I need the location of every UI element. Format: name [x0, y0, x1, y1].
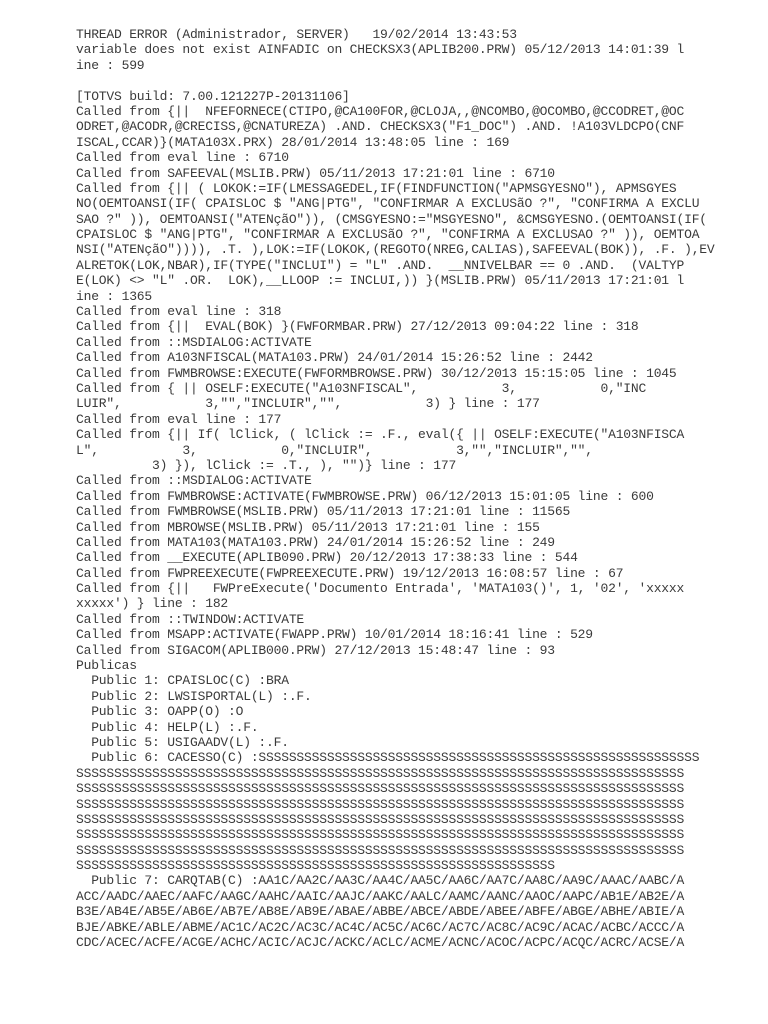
log-line: Called from {|| ( LOKOK:=IF(LMESSAGEDEL,IF(FINDFUNCTION("APMSGYESNO"), APMSGYES: [76, 180, 677, 196]
log-line: Called from eval line : 318: [76, 304, 282, 320]
log-line: Called from {|| If( lClick, ( lClick := .F., eval({ || OSELF:EXECUTE("A103NFISCA: [76, 427, 685, 443]
log-line: Publicas: [76, 658, 137, 674]
log-line: Called from A103NFISCAL(MATA103.PRW) 24/01/2014 15:26:52 line : 2442: [76, 350, 593, 366]
log-line: L", 3, 0,"INCLUIR", 3,"","INCLUIR","",: [76, 442, 593, 458]
log-line: xxxxx') } line : 182: [76, 596, 229, 612]
log-line: SSSSSSSSSSSSSSSSSSSSSSSSSSSSSSSSSSSSSSSSSSSSSSSSSSSSSSSSSSSSSSS: [76, 858, 555, 874]
log-line: Public 7: CARQTAB(C) :AA1C/AA2C/AA3C/AA4C/AA5C/AA6C/AA7C/AA8C/AA9C/AAAC/AABC/A: [76, 873, 685, 889]
log-line: SSSSSSSSSSSSSSSSSSSSSSSSSSSSSSSSSSSSSSSSSSSSSSSSSSSSSSSSSSSSSSSSSSSSSSSSSSSSSSSS: [76, 765, 685, 781]
log-line: Public 2: LWSISPORTAL(L) :.F.: [76, 688, 312, 704]
log-line: ine : 599: [76, 57, 145, 73]
log-line: ACC/AADC/AAEC/AAFC/AAGC/AAHC/AAIC/AAJC/AAKC/AALC/AAMC/AANC/AAOC/AAPC/AB1E/AB2E/A: [76, 888, 685, 904]
log-line: NO(OEMTOANSI(IF( CPAISLOC $ "ANG|PTG", "CONFIRMAR A EXCLUSãO ?", "CONFIRMA A EXCLU: [76, 196, 700, 212]
log-line: Called from FWPREEXECUTE(FWPREEXECUTE.PRW) 19/12/2013 16:08:57 line : 67: [76, 565, 624, 581]
log-line: E(LOK) <> "L" .OR. LOK),__LLOOP := INCLUI,)) }(MSLIB.PRW) 05/11/2013 17:21:01 l: [76, 273, 685, 289]
log-line: SSSSSSSSSSSSSSSSSSSSSSSSSSSSSSSSSSSSSSSSSSSSSSSSSSSSSSSSSSSSSSSSSSSSSSSSSSSSSSSS: [76, 827, 685, 843]
log-line: 3) }), lClick := .T., ), "")} line : 177: [76, 457, 457, 473]
log-line: Called from FWMBROWSE(MSLIB.PRW) 05/11/2013 17:21:01 line : 11565: [76, 504, 571, 520]
log-line: variable does not exist AINFADIC on CHECKSX3(APLIB200.PRW) 05/12/2013 14:01:39 l: [76, 42, 685, 58]
log-line: Called from MSAPP:ACTIVATE(FWAPP.PRW) 10/01/2014 18:16:41 line : 529: [76, 627, 593, 643]
log-line: B3E/AB4E/AB5E/AB6E/AB7E/AB8E/AB9E/ABAE/ABBE/ABCE/ABDE/ABEE/ABFE/ABGE/ABHE/ABIE/A: [76, 904, 685, 920]
log-line: ine : 1365: [76, 288, 153, 304]
log-line: Called from ::MSDIALOG:ACTIVATE: [76, 334, 312, 350]
log-line: Called from FWMBROWSE:ACTIVATE(FWMBROWSE.PRW) 06/12/2013 15:01:05 line : 600: [76, 488, 654, 504]
log-line: ODRET,@ACODR,@CRECISS,@CNATUREZA) .AND. CHECKSX3("F1_DOC") .AND. !A103VLDCPO(CNF: [76, 119, 685, 135]
log-line: Called from eval line : 177: [76, 411, 282, 427]
log-line: Called from {|| EVAL(BOK) }(FWFORMBAR.PRW) 27/12/2013 09:04:22 line : 318: [76, 319, 639, 335]
error-log-text: [76, 27, 715, 951]
log-line: Called from SAFEEVAL(MSLIB.PRW) 05/11/2013 17:21:01 line : 6710: [76, 165, 555, 181]
log-line: ISCAL,CCAR)}(MATA103X.PRX) 28/01/2014 13:48:05 line : 169: [76, 134, 510, 150]
log-line: Public 5: USIGAADV(L) :.F.: [76, 734, 289, 750]
log-line: Called from ::TWINDOW:ACTIVATE: [76, 611, 305, 627]
log-line: [TOTVS build: 7.00.121227P-20131106]: [76, 88, 350, 104]
log-line: Public 6: CACESSO(C) :SSSSSSSSSSSSSSSSSSSSSSSSSSSSSSSSSSSSSSSSSSSSSSSSSSSSSSSSSS: [76, 750, 700, 766]
log-line: CPAISLOC $ "ANG|PTG", "CONFIRMAR A EXCLUSãO ?", "CONFIRMA A EXCLUSAO ?" )), OEMTOA: [76, 227, 700, 243]
log-line: Called from MBROWSE(MSLIB.PRW) 05/11/2013 17:21:01 line : 155: [76, 519, 540, 535]
log-line: Public 4: HELP(L) :.F.: [76, 719, 259, 735]
log-line: THREAD ERROR (Administrador, SERVER) 19/02/2014 13:43:53: [76, 27, 517, 42]
log-line: Called from eval line : 6710: [76, 150, 289, 166]
log-line: SSSSSSSSSSSSSSSSSSSSSSSSSSSSSSSSSSSSSSSSSSSSSSSSSSSSSSSSSSSSSSSSSSSSSSSSSSSSSSSS: [76, 811, 685, 827]
log-line: Called from MATA103(MATA103.PRW) 24/01/2014 15:26:52 line : 249: [76, 534, 555, 550]
log-line: LUIR", 3,"","INCLUIR","", 3) } line : 177: [76, 396, 540, 412]
log-line: NSI("ATENçãO")))), .T. ),LOK:=IF(LOKOK,(REGOTO(NREG,CALIAS),SAFEEVAL(BOK)), .F. ),EV: [76, 242, 715, 258]
log-line: SSSSSSSSSSSSSSSSSSSSSSSSSSSSSSSSSSSSSSSSSSSSSSSSSSSSSSSSSSSSSSSSSSSSSSSSSSSSSSSS: [76, 796, 685, 812]
log-line: Public 1: CPAISLOC(C) :BRA: [76, 673, 289, 689]
log-line: Called from SIGACOM(APLIB000.PRW) 27/12/2013 15:48:47 line : 93: [76, 642, 555, 658]
log-line: Called from ::MSDIALOG:ACTIVATE: [76, 473, 312, 489]
log-line: SSSSSSSSSSSSSSSSSSSSSSSSSSSSSSSSSSSSSSSSSSSSSSSSSSSSSSSSSSSSSSSSSSSSSSSSSSSSSSSS: [76, 842, 685, 858]
log-line: Called from { || OSELF:EXECUTE("A103NFISCAL", 3, 0,"INC: [76, 380, 647, 396]
log-line: [76, 73, 676, 88]
log-line: Public 3: OAPP(O) :O: [76, 704, 244, 720]
log-line: SAO ?" )), OEMTOANSI("ATENçãO")), (CMSGYESNO:="MSGYESNO", &CMSGYESNO.(OEMTOANSI(IF(: [76, 211, 707, 227]
log-line: BJE/ABKE/ABLE/ABME/AC1C/AC2C/AC3C/AC4C/AC5C/AC6C/AC7C/AC8C/AC9C/ACAC/ACBC/ACCC/A: [76, 919, 685, 935]
log-line: Called from FWMBROWSE:EXECUTE(FWFORMBROWSE.PRW) 30/12/2013 15:15:05 line : 1045: [76, 365, 677, 381]
log-line: ALRETOK(LOK,NBAR),IF(TYPE("INCLUI") = "L" .AND. __NNIVELBAR == 0 .AND. (VALTYP: [76, 257, 685, 273]
log-line: SSSSSSSSSSSSSSSSSSSSSSSSSSSSSSSSSSSSSSSSSSSSSSSSSSSSSSSSSSSSSSSSSSSSSSSSSSSSSSSS: [76, 781, 685, 797]
log-line: Called from __EXECUTE(APLIB090.PRW) 20/12/2013 17:38:33 line : 544: [76, 550, 578, 566]
log-line: CDC/ACEC/ACFE/ACGE/ACHC/ACIC/ACJC/ACKC/ACLC/ACME/ACNC/ACOC/ACPC/ACQC/ACRC/ACSE/A: [76, 935, 685, 951]
log-line: Called from {|| FWPreExecute('Documento Entrada', 'MATA103()', 1, '02', 'xxxxx: [76, 581, 685, 597]
log-line: Called from {|| NFEFORNECE(CTIPO,@CA100FOR,@CLOJA,,@NCOMBO,@OCOMBO,@CCODRET,@OC: [76, 103, 685, 119]
